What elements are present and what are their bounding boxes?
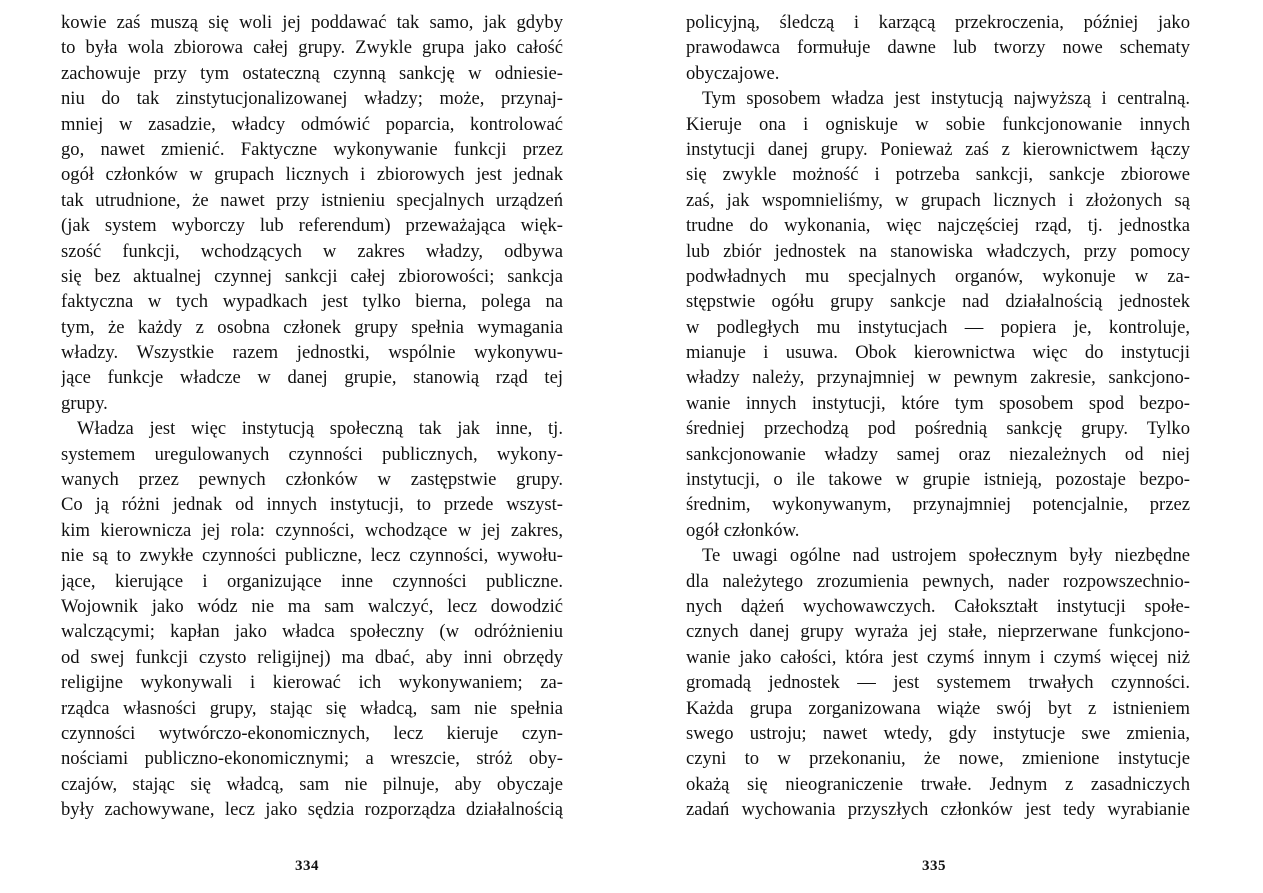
text-line: wanie innych instytucji, które tym sposobem spod bezpo- (686, 392, 1190, 414)
text-line: jące, kierujące i organizujące inne czynności publiczne. (61, 570, 563, 592)
text-line: czyni to w przekonaniu, że nowe, zmienione instytucje (686, 748, 1190, 770)
text-line: faktyczna w tych wypadkach jest tylko bierna, polega na (61, 291, 563, 313)
text-line: tak utrudnione, że nawet przy istnieniu specjalnych urządzeń (61, 189, 563, 211)
left-page (61, 10, 563, 890)
text-line: zachowuje przy tym ostateczną czynną sankcję w odniesie- (61, 62, 563, 84)
text-line: czynności wytwórczo-ekonomicznych, lecz kieruje czyn- (61, 722, 563, 744)
text-line: dla należytego zrozumienia pewnych, nader rozpowszechnio- (686, 570, 1190, 592)
text-line: religijne wykonywali i kierować ich wykonywaniem; za- (61, 672, 563, 694)
text-line: prawodawca formułuje dawne lub tworzy nowe schematy (686, 37, 1190, 59)
text-line: trudne do wykonania, więc najczęściej rząd, tj. jednostka (686, 215, 1190, 237)
text-line: jące funkcje władcze w danej grupie, stanowią rząd tej (61, 367, 563, 389)
text-line: nych dążeń wychowawczych. Całokształt instytucji społe- (686, 595, 1190, 617)
text-line: zaś, jak wspomnieliśmy, w grupach licznych i złożonych są (686, 189, 1190, 211)
text-line: walczącymi; kapłan jako władca społeczny (w odróżnieniu (61, 621, 563, 643)
text-line: policyjną, śledczą i karzącą przekroczenia, później jako (686, 12, 1190, 33)
text-line: okażą się nieograniczenie trwałe. Jednym z zasadniczych (686, 773, 1190, 795)
text-line: (jak system wyborczy lub referendum) przeważająca więk- (61, 215, 563, 237)
text-line: instytucji danej grupy. Ponieważ zaś z kierownictwem łączy (686, 138, 1190, 160)
text-line: zadań wychowania przyszłych członków jest tedy wyrabianie (686, 799, 1190, 821)
text-line: rządca własności grupy, stając się władcą, sam nie spełnia (61, 697, 563, 719)
text-line: obyczajowe. (686, 62, 780, 84)
text-line: wanych przez pewnych członków w zastępstwie grupy. (61, 469, 563, 491)
text-line: od swej funkcji czysto religijnej) ma dbać, aby inni obrzędy (61, 646, 563, 668)
text-line: sankcjonowanie władzy samej oraz niezależnych od niej (686, 443, 1190, 465)
text-line: Tym sposobem władza jest instytucją najwyższą i centralną. (702, 88, 1190, 110)
text-line: niu do tak zinstytucjonalizowanej władzy; może, przynaj- (61, 88, 563, 110)
text-line: nie są to zwykłe czynności publiczne, lecz czynności, wywołu- (61, 545, 563, 567)
text-line: go, nawet zmienić. Faktyczne wykonywanie funkcji przez (61, 138, 563, 160)
text-line: Wojownik jako wódz nie ma sam walczyć, lecz dowodzić (61, 595, 563, 617)
text-line: wanie jako całości, która jest czymś innym i czymś więcej niż (686, 646, 1190, 668)
text-line: były zachowywane, lecz jako sędzia rozporządza działalnością (61, 799, 563, 821)
text-line: w podległych mu instytucjach — popiera je, kontroluje, (686, 316, 1190, 338)
text-line: tym, że każdy z osobna członek grupy spełnia wymagania (61, 316, 563, 338)
text-line: mianuje i usuwa. Obok kierownictwa więc do instytucji (686, 342, 1190, 364)
text-line: się bez aktualnej czynnej sankcji całej zbiorowości; sankcja (61, 265, 563, 287)
text-line: instytucji, o ile takowe w grupie istnieją, pozostaje bezpo- (686, 469, 1190, 491)
right-page-text (686, 10, 1190, 823)
text-line: ogół członków. (686, 519, 800, 541)
text-line: lub zbiór jednostek na stanowiska władczych, przy pomocy (686, 240, 1190, 262)
text-line: kowie zaś muszą się woli jej poddawać tak samo, jak gdyby (61, 12, 563, 33)
text-line: średnim, wykonywanym, przynajmniej potencjalnie, przez (686, 494, 1190, 516)
text-line: władzy należy, przynajmniej w pewnym zakresie, sankcjono- (686, 367, 1190, 389)
text-line: Co ją różni jednak od innych instytucji, to przede wszyst- (61, 494, 563, 516)
text-line: mniej w zasadzie, władcy odmówić poparcia, kontrolować (61, 113, 563, 135)
text-line: systemem uregulowanych czynności publicznych, wykony- (61, 443, 563, 465)
text-line: to była wola zbiorowa całej grupy. Zwykle grupa jako całość (61, 37, 563, 59)
text-line: ogół członków w grupach licznych i zbiorowych jest jednak (61, 164, 563, 186)
text-line: władzy. Wszystkie razem jednostki, wspólnie wykonywu- (61, 342, 563, 364)
text-line: nościami publiczno-ekonomicznymi; a wreszcie, stróż oby- (61, 748, 563, 770)
text-line: Każda grupa zorganizowana wiąże swój byt z istnieniem (686, 697, 1190, 719)
text-line: średniej przechodzą pod pośrednią sankcję grupy. Tylko (686, 418, 1190, 440)
text-line: Kieruje ona i ogniskuje w sobie funkcjonowanie innych (686, 113, 1190, 135)
text-line: kim kierownicza jej rola: czynności, wchodzące w jej zakres, (61, 519, 563, 541)
text-line: czajów, stając się władcą, sam nie pilnuje, aby obyczaje (61, 773, 563, 795)
text-line: swego ustroju; nawet wtedy, gdy instytucje swe zmienia, (686, 722, 1190, 744)
text-line: cznych danej grupy wyraża jej stałe, nieprzerwane funkcjono- (686, 621, 1190, 643)
text-line: grupy. (61, 392, 108, 414)
text-line: Te uwagi ogólne nad ustrojem społecznym były niezbędne (702, 545, 1190, 567)
text-line: Władza jest więc instytucją społeczną tak jak inne, tj. (77, 418, 563, 440)
text-line: podwładnych mu specjalnych organów, wykonuje w za- (686, 265, 1190, 287)
page-number: 335 (922, 858, 946, 874)
page-number: 334 (295, 858, 319, 874)
right-page (686, 10, 1190, 890)
text-line: gromadą jednostek — jest systemem trwałych czynności. (686, 672, 1190, 694)
left-page-text (61, 10, 563, 823)
text-line: szość funkcji, wchodzących w zakres władzy, odbywa (61, 240, 563, 262)
text-line: się zwykle możność i potrzeba sankcji, sankcje zbiorowe (686, 164, 1190, 186)
text-line: stępstwie ogółu grupy sankcje nad działalnością jednostek (686, 291, 1190, 313)
